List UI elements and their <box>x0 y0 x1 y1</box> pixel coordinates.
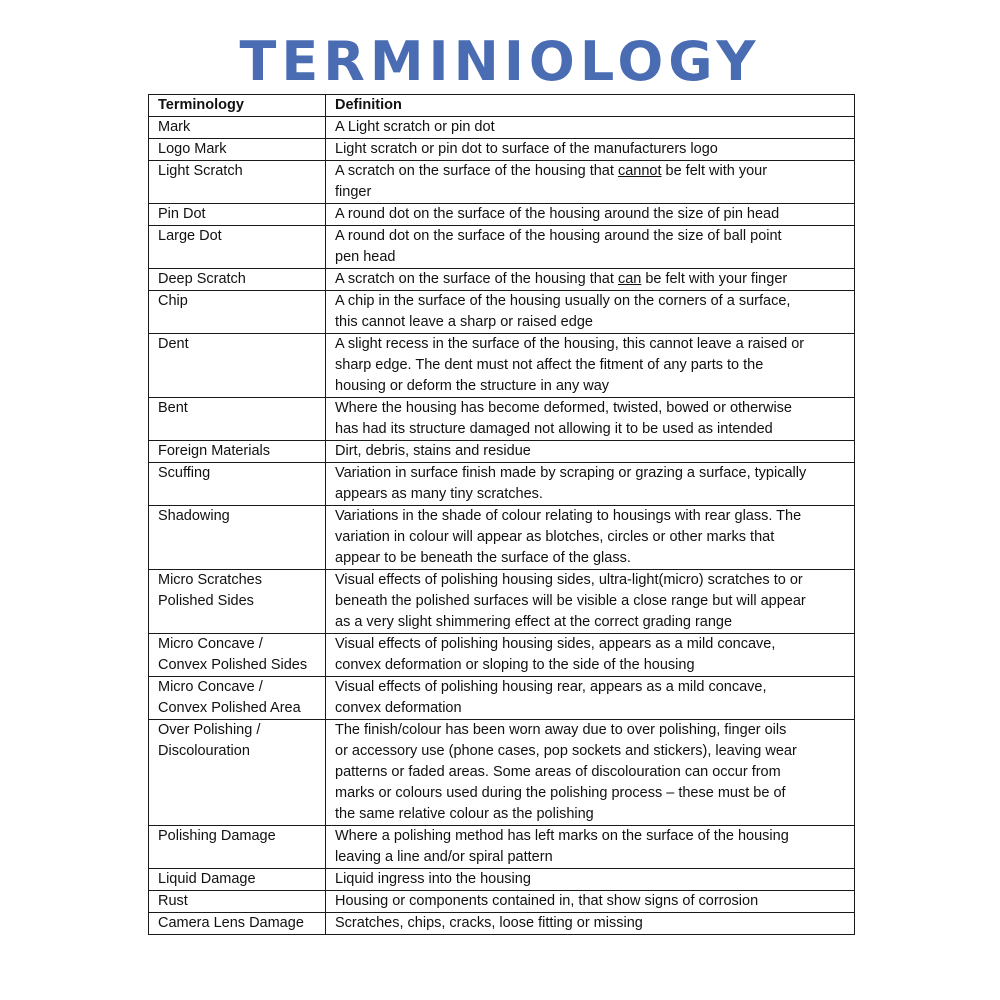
definition-cell: Where a polishing method has left marks on the surface of the housing leaving a line and/or spiral pattern <box>326 826 855 869</box>
term-cell: Large Dot <box>149 226 326 269</box>
terminology-table <box>148 94 855 935</box>
definition-cell <box>326 161 855 204</box>
table-row <box>149 226 855 269</box>
term-cell: Micro Scratches Polished Sides <box>149 570 326 634</box>
definition-cell: A round dot on the surface of the housing around the size of ball point pen head <box>326 226 855 269</box>
table-row <box>149 291 855 334</box>
term-cell: Rust <box>149 891 326 913</box>
term-cell: Over Polishing / Discolouration <box>149 720 326 826</box>
table-row <box>149 117 855 139</box>
table-row <box>149 869 855 891</box>
table-row <box>149 139 855 161</box>
definition-emphasis: can <box>617 271 642 287</box>
table-row <box>149 334 855 398</box>
term-cell: Scuffing <box>149 463 326 506</box>
definition-cell: Visual effects of polishing housing rear, appears as a mild concave, convex deformation <box>326 677 855 720</box>
definition-emphasis: cannot <box>617 163 662 179</box>
definition-cell: Dirt, debris, stains and residue <box>326 441 855 463</box>
term-cell: Shadowing <box>149 506 326 570</box>
term-cell: Micro Concave / Convex Polished Sides <box>149 634 326 677</box>
definition-cell: Housing or components contained in, that show signs of corrosion <box>326 891 855 913</box>
term-cell: Dent <box>149 334 326 398</box>
table-row <box>149 913 855 935</box>
definition-text: A scratch on the surface of the housing that <box>335 271 618 287</box>
term-cell: Foreign Materials <box>149 441 326 463</box>
table-row <box>149 634 855 677</box>
column-header-terminology: Terminology <box>149 95 326 117</box>
definition-cell: The finish/colour has been worn away due to over polishing, finger oils or accessory use (phone cases, pop sockets and stickers), leaving wear patterns or faded areas. Some areas of discolouration can occur from marks or colours used during the polishing process – these must be of the same relative colour as the polishing <box>326 720 855 826</box>
definition-text: be felt with your finger <box>335 163 768 200</box>
definition-cell: Variation in surface finish made by scraping or grazing a surface, typically appears as many tiny scratches. <box>326 463 855 506</box>
term-cell: Mark <box>149 117 326 139</box>
definition-text: A scratch on the surface of the housing that <box>335 163 618 179</box>
table-row <box>149 398 855 441</box>
definition-cell: A Light scratch or pin dot <box>326 117 855 139</box>
table-row <box>149 204 855 226</box>
term-cell: Camera Lens Damage <box>149 913 326 935</box>
term-cell: Chip <box>149 291 326 334</box>
table-row <box>149 506 855 570</box>
table-row <box>149 826 855 869</box>
term-cell: Deep Scratch <box>149 269 326 291</box>
table-header-row <box>149 95 855 117</box>
term-cell: Logo Mark <box>149 139 326 161</box>
table-row <box>149 677 855 720</box>
definition-cell: Liquid ingress into the housing <box>326 869 855 891</box>
definition-text: be felt with your finger <box>641 271 788 287</box>
definition-cell <box>326 269 855 291</box>
definition-cell: Where the housing has become deformed, twisted, bowed or otherwise has had its structure damaged not allowing it to be used as intended <box>326 398 855 441</box>
term-cell: Pin Dot <box>149 204 326 226</box>
table-row <box>149 720 855 826</box>
column-header-definition: Definition <box>326 95 855 117</box>
definition-cell: A slight recess in the surface of the housing, this cannot leave a raised or sharp edge. The dent must not affect the fitment of any parts to the housing or deform the structure in any way <box>326 334 855 398</box>
term-cell: Light Scratch <box>149 161 326 204</box>
definition-cell: Visual effects of polishing housing sides, appears as a mild concave, convex deformation or sloping to the side of the housing <box>326 634 855 677</box>
term-cell: Micro Concave / Convex Polished Area <box>149 677 326 720</box>
definition-cell: Visual effects of polishing housing sides, ultra-light(micro) scratches to or beneath the polished surfaces will be visible a close range but will appear as a very slight shimmering effect at the correct grading range <box>326 570 855 634</box>
table-row <box>149 441 855 463</box>
definition-cell: A chip in the surface of the housing usually on the corners of a surface, this cannot leave a sharp or raised edge <box>326 291 855 334</box>
table-row <box>149 570 855 634</box>
definition-cell: Scratches, chips, cracks, loose fitting or missing <box>326 913 855 935</box>
term-cell: Liquid Damage <box>149 869 326 891</box>
term-cell: Bent <box>149 398 326 441</box>
definition-cell: Light scratch or pin dot to surface of the manufacturers logo <box>326 139 855 161</box>
table-row <box>149 161 855 204</box>
table-row <box>149 269 855 291</box>
definition-cell: A round dot on the surface of the housing around the size of pin head <box>326 204 855 226</box>
table-row <box>149 463 855 506</box>
term-cell: Polishing Damage <box>149 826 326 869</box>
definition-cell: Variations in the shade of colour relating to housings with rear glass. The variation in colour will appear as blotches, circles or other marks that appear to be beneath the surface of the glass. <box>326 506 855 570</box>
table-row <box>149 891 855 913</box>
page-title: TERMINIOLOGY <box>239 30 761 93</box>
